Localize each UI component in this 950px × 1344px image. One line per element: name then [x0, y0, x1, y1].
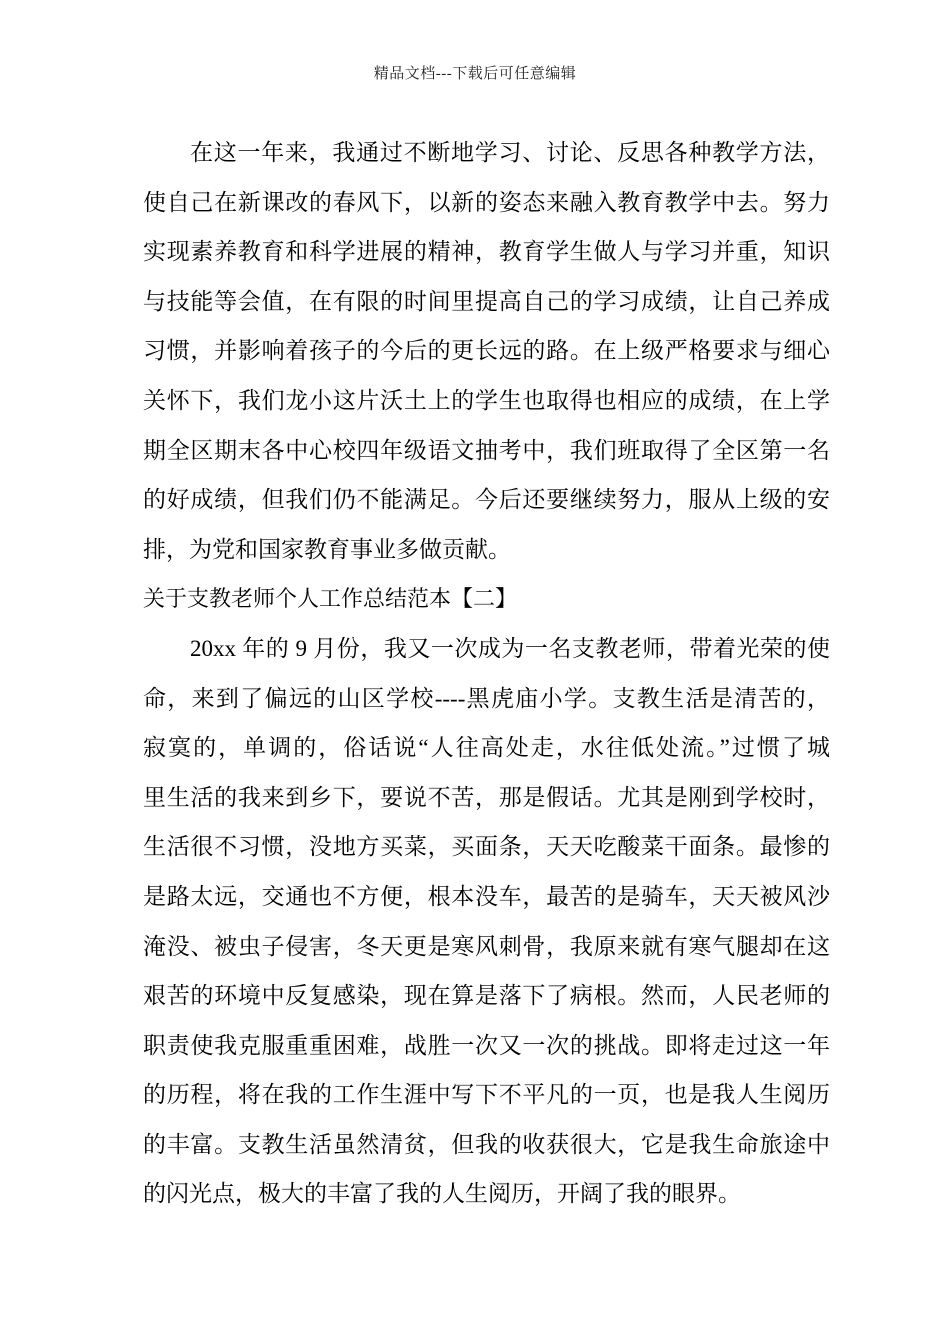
text-line: 的闪光点，极大的丰富了我的人生阅历，开阔了我的眼界。: [143, 1181, 741, 1207]
document-body: [143, 128, 830, 1219]
header-note: 精品文档---下载后可任意编辑: [373, 66, 577, 82]
text-line: 艰苦的环境中反复感染，现在算是落下了病根。然而，人民老师的: [143, 983, 830, 1009]
text-line: 命，来到了偏远的山区学校----黑虎庙小学。支教生活是清苦的，: [143, 685, 830, 711]
section-heading: [143, 574, 830, 624]
text-line: 生活很不习惯，没地方买菜，买面条，天天吃酸菜干面条。最惨的: [143, 834, 830, 860]
text-line: 使自己在新课改的春风下，以新的姿态来融入教育教学中去。努力: [143, 189, 830, 215]
text-line: 期全区期末各中心校四年级语文抽考中，我们班取得了全区第一名: [143, 437, 830, 463]
text-line: 是路太远，交通也不方便，根本没车，最苦的是骑车，天天被风沙: [143, 883, 830, 909]
heading-line: 关于支教老师个人工作总结范本【二】: [143, 586, 518, 612]
text-line: 的历程，将在我的工作生涯中写下不平凡的一页，也是我人生阅历: [143, 1082, 830, 1108]
text-line: 的丰富。支教生活虽然清贫，但我的收获很大，它是我生命旅途中: [143, 1131, 830, 1157]
text-line: 实现素养教育和科学进展的精神，教育学生做人与学习并重，知识: [143, 239, 830, 265]
text-line: 淹没、被虫子侵害，冬天更是寒风刺骨，我原来就有寒气腿却在这: [143, 933, 830, 959]
text-line: 寂寞的，单调的，俗话说“人往高处走，水往低处流。”过惯了城: [143, 735, 830, 761]
text-line: 在这一年来，我通过不断地学习、讨论、反思各种教学方法，: [190, 140, 830, 165]
text-line: 里生活的我来到乡下，要说不苦，那是假话。尤其是刚到学校时，: [143, 784, 830, 810]
paragraph: [143, 624, 830, 1219]
text-line: 关怀下，我们龙小这片沃土上的学生也取得也相应的成绩，在上学: [143, 387, 830, 413]
paragraph: [143, 128, 830, 574]
text-line: 职责使我克服重重困难，战胜一次又一次的挑战。即将走过这一年: [143, 1032, 830, 1058]
text-line: 20xx 年的 9 月份，我又一次成为一名支教老师，带着光荣的使: [190, 635, 830, 661]
text-line: 排，为党和国家教育事业多做贡献。: [143, 536, 511, 562]
text-line: 习惯，并影响着孩子的今后的更长远的路。在上级严格要求与细心: [143, 338, 830, 364]
text-line: 的好成绩，但我们仍不能满足。今后还要继续努力，服从上级的安: [143, 487, 830, 513]
text-line: 与技能等会值，在有限的时间里提高自己的学习成绩，让自己养成: [143, 288, 830, 314]
